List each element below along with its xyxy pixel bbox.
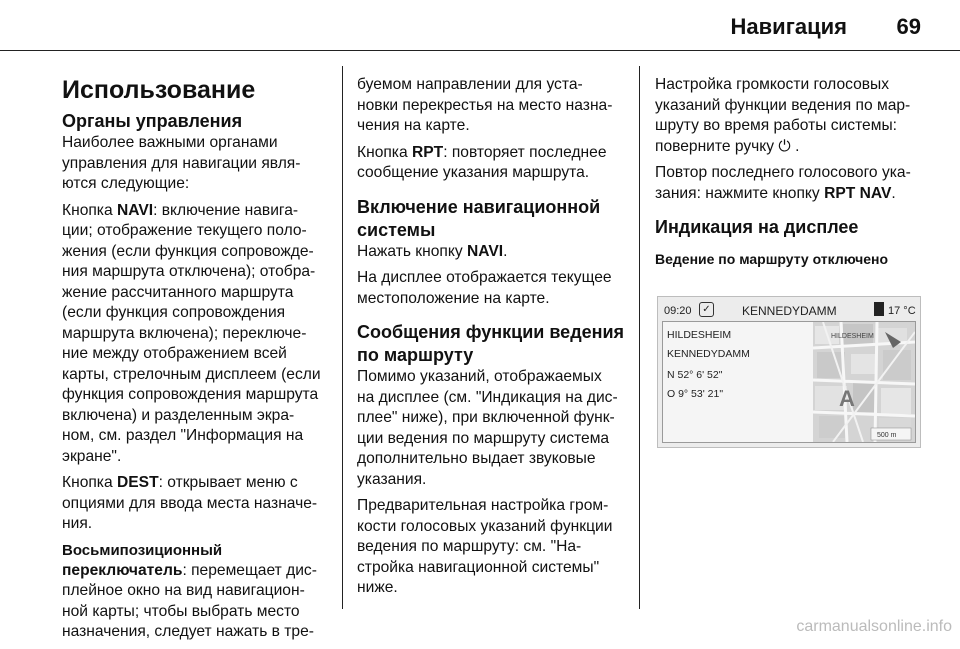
rpt-key-label: RPT <box>412 143 444 161</box>
page-number: 69 <box>896 14 921 39</box>
repeat-paragraph: Повтор последнего голосового ука- зания: нажмите кнопку RPT NAV. <box>655 164 911 202</box>
section-title: Использование <box>62 76 256 104</box>
thermometer-icon <box>874 302 884 316</box>
screen-status-bar <box>662 301 916 321</box>
screen-city: HILDESHEIM <box>667 329 732 341</box>
display-screenshot <box>657 296 921 448</box>
dest-key-label: DEST <box>117 474 159 491</box>
rpt-paragraph: Кнопка RPT: повторяет последнее сообщение указания маршрута. <box>357 143 607 181</box>
map-marker: A <box>839 386 855 411</box>
header-title: Навигация <box>730 14 847 39</box>
screen-latitude: N 52° 6' 52" <box>667 369 723 381</box>
column-2 <box>357 75 635 605</box>
continuation-paragraph: буемом направлении для уста- новки перекрестья на место назна- чения на карте. <box>357 76 613 134</box>
display-heading: Индикация на дисплее <box>655 217 859 237</box>
dest-paragraph: Кнопка DEST: открывает меню с опциями для ввода места назначе- ния. <box>62 474 318 532</box>
intro-paragraph: Наиболее важными органами управления для навигации явля- ются следующие: <box>62 134 301 192</box>
press-paragraph: Нажать кнопку NAVI. <box>357 242 508 260</box>
screen-street: KENNEDYDAMM <box>742 304 837 318</box>
check-icon: ✓ <box>699 302 714 317</box>
rpt-nav-key-label: RPT NAV <box>824 184 892 202</box>
subsection-title: Органы управления <box>62 111 243 131</box>
screen-longitude: O 9° 53' 21" <box>667 388 724 400</box>
column-divider-2 <box>639 66 640 609</box>
screen-map <box>813 322 915 442</box>
switch-paragraph: Восьмипозиционный переключатель: перемещает дис- плейное окно на вид навигацион- ной карты; чтобы выбрать место назначения, следует нажать в тре- <box>62 541 317 640</box>
watermark: carmanualsonline.info <box>796 618 952 635</box>
guidance-off-heading: Ведение по маршруту отключено <box>655 251 889 267</box>
map-scale: 500 m <box>877 432 897 439</box>
volume-paragraph: Настройка громкости голосовых указаний функции ведения по мар- шруту во время работы системы: поверните ручку ⏻ . <box>655 76 911 155</box>
preset-paragraph: Предварительная настройка гром- кости голосовых указаний функции ведения по маршруту: см. "На- стройка навигационной системы" ниже. <box>357 497 613 596</box>
screen-location-info <box>667 328 750 406</box>
navi-key-label-2: NAVI <box>466 242 504 260</box>
column-3 <box>655 75 945 269</box>
header-divider <box>0 50 960 51</box>
screen-street-2: KENNEDYDAMM <box>667 348 750 360</box>
messages-paragraph: Помимо указаний, отображаемых на дисплее (см. "Индикация на дис- плее" ниже), при включенной функ- ции ведения по маршруту система дополнительно выдает звуковые указания. <box>357 368 618 488</box>
enable-heading: Включение навигационной системы <box>357 196 601 240</box>
screen-time: 09:20 <box>664 305 692 317</box>
column-1 <box>62 68 334 649</box>
messages-heading: Сообщения функции ведения по маршруту <box>357 322 625 365</box>
current-position-paragraph: На дисплее отображается текущее местоположение на карте. <box>357 269 612 307</box>
map-label: HILDESHEIM <box>831 333 874 340</box>
screen-temperature: 17 °C <box>888 305 916 317</box>
navi-key-label: NAVI <box>117 201 154 219</box>
column-divider-1 <box>342 66 343 609</box>
screen-body <box>662 321 916 443</box>
navi-paragraph: Кнопка NAVI: включение навига- ции; отображение текущего поло- жения (если функция сопровожде- ния маршрута отключена); отобра- жение рассчитанного маршрута (если функция сопровождения маршрута включена); переключе- ние между отображением всей карты, стрелочным дисплеем (если функция сопровождения маршрута включена) и разделенным экра- ном, см. раздел "Информация на экране". <box>62 201 321 465</box>
page-header <box>0 0 960 50</box>
knob-icon: ⏻ <box>778 137 791 155</box>
